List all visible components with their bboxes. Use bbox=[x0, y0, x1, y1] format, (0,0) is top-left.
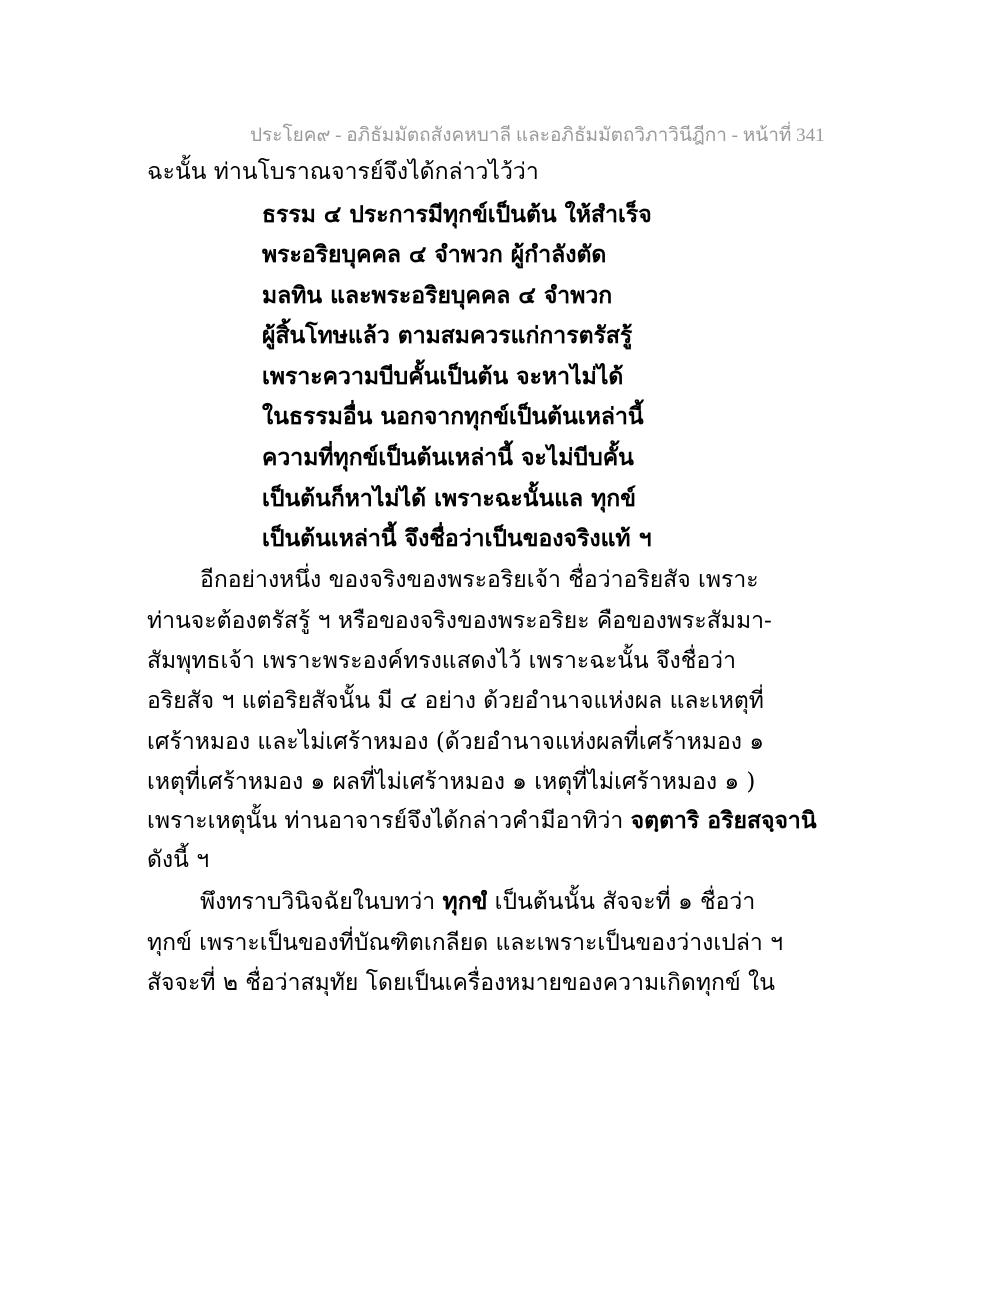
intro-line: ฉะนั้น ท่านโบราณจารย์จึงได้กล่าวไว้ว่า bbox=[147, 159, 539, 185]
paragraph-line: ดังนี้ ฯ bbox=[147, 847, 210, 873]
pali-term: ทุกขํ bbox=[442, 888, 488, 915]
paragraph-line: อีกอย่างหนึ่ง ของจริงของพระอริยเจ้า ชื่อว่าอริยสัจ เพราะ bbox=[200, 567, 759, 593]
paragraph-line bbox=[200, 887, 755, 917]
verse-line: ผู้สิ้นโทษแล้ว ตามสมควรแก่การตรัสรู้ bbox=[262, 322, 633, 349]
paragraph-line: ทุกข์ เพราะเป็นของที่บัณฑิตเกลียด และเพราะเป็นของว่างเปล่า ฯ bbox=[147, 930, 784, 956]
verse-line: ในธรรมอื่น นอกจากทุกข์เป็นต้นเหล่านี้ bbox=[262, 403, 644, 430]
verse-line: พระอริยบุคคล ๔ จำพวก ผู้กำลังตัด bbox=[262, 241, 607, 268]
paragraph-line: สัมพุทธเจ้า เพราะพระองค์ทรงแสดงไว้ เพราะฉะนั้น จึงชื่อว่า bbox=[147, 648, 737, 674]
paragraph-line: อริยสัจ ฯ แต่อริยสัจนั้น มี ๔ อย่าง ด้วยอำนาจแห่งผล และเหตุที่ bbox=[147, 688, 764, 714]
verse-line: เป็นต้นก็หาไม่ได้ เพราะฉะนั้นแล ทุกข์ bbox=[262, 485, 636, 512]
paragraph-line: เหตุที่เศร้าหมอง ๑ ผลที่ไม่เศร้าหมอง ๑ เหตุที่ไม่เศร้าหมอง ๑ ) bbox=[147, 769, 756, 795]
paragraph-text: เป็นต้นนั้น สัจจะที่ ๑ ชื่อว่า bbox=[487, 889, 756, 915]
verse-line: มลทิน และพระอริยบุคคล ๔ จำพวก bbox=[262, 282, 613, 309]
verse-line: ความที่ทุกข์เป็นต้นเหล่านี้ จะไม่บีบคั้น bbox=[262, 444, 634, 471]
page-header: ประโยค๙ - อภิธัมมัตถสังคหบาลี และอภิธัมมัตถวิภาวินีฎีกา - หน้าที่ 341 bbox=[250, 125, 825, 146]
pali-term: จตฺตาริ อริยสจฺจานิ bbox=[630, 807, 817, 834]
paragraph-line: เศร้าหมอง และไม่เศร้าหมอง (ด้วยอำนาจแห่งผลที่เศร้าหมอง ๑ bbox=[147, 729, 764, 755]
verse-line: เป็นต้นเหล่านี้ จึงชื่อว่าเป็นของจริงแท้ ฯ bbox=[262, 525, 652, 552]
verse-line: ธรรม ๔ ประการมีทุกข์เป็นต้น ให้สำเร็จ bbox=[262, 201, 652, 228]
paragraph-text: พึงทราบวินิจฉัยในบทว่า bbox=[200, 889, 443, 915]
paragraph-line: ท่านจะต้องตรัสรู้ ฯ หรือของจริงของพระอริยะ คือของพระสัมมา- bbox=[147, 608, 772, 634]
verse-line: เพราะความบีบคั้นเป็นต้น จะหาไม่ได้ bbox=[262, 363, 624, 390]
paragraph-text: เพราะเหตุนั้น ท่านอาจารย์จึงได้กล่าวคำมีอาทิว่า bbox=[147, 808, 631, 834]
paragraph-line bbox=[147, 806, 817, 836]
paragraph-line: สัจจะที่ ๒ ชื่อว่าสมุทัย โดยเป็นเครื่องหมายของความเกิดทุกข์ ใน bbox=[147, 970, 775, 996]
